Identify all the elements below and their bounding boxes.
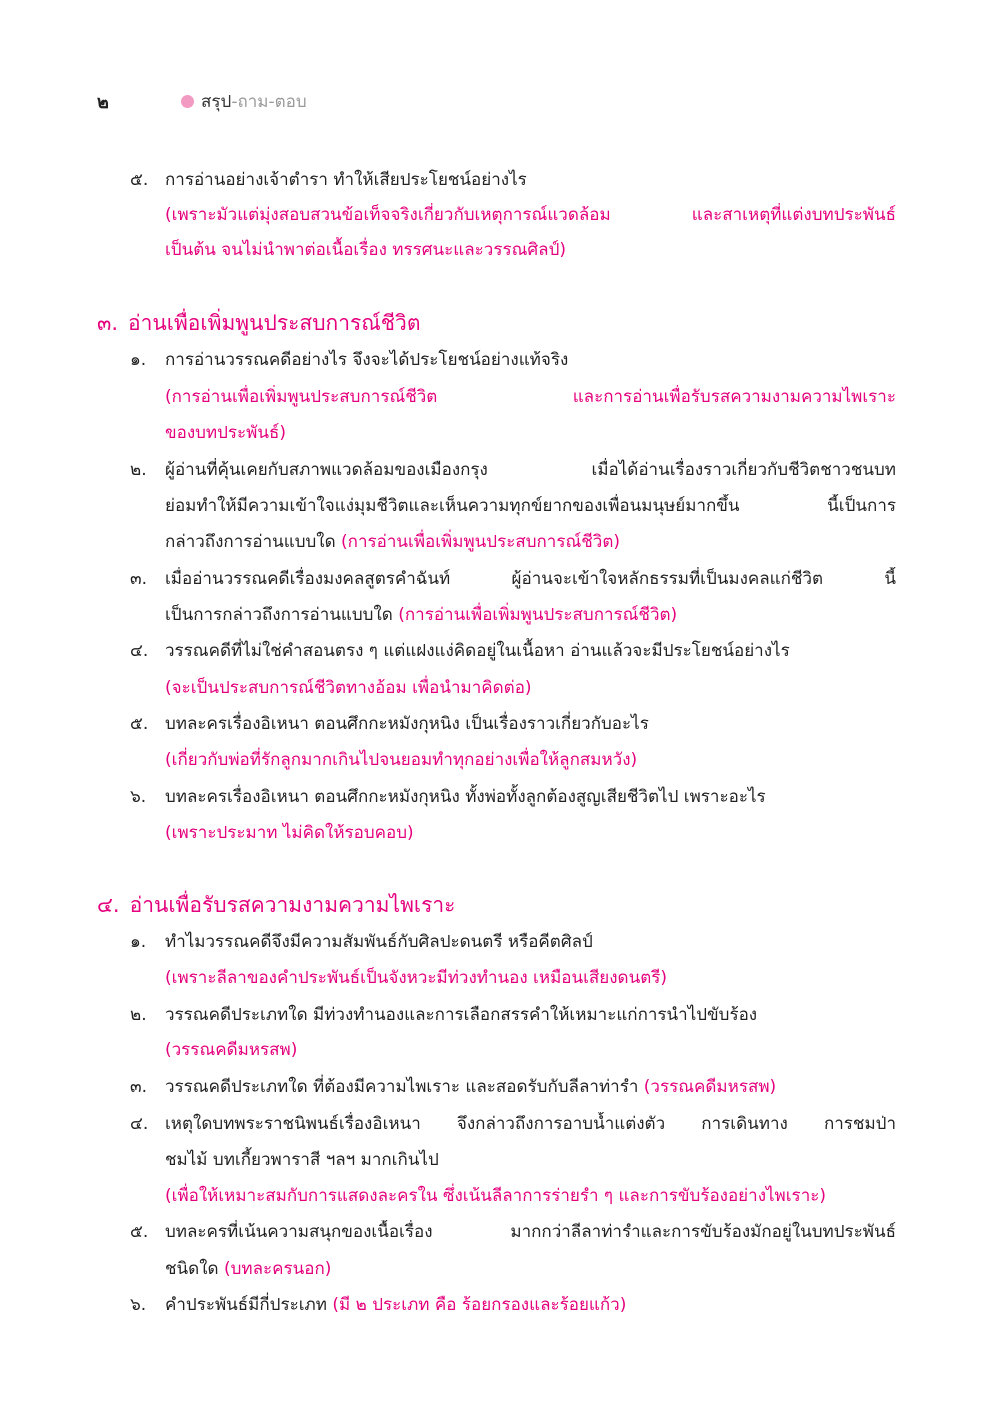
text-line <box>165 530 896 554</box>
text-line <box>165 203 896 227</box>
answer-text: (เพื่อให้เหมาะสมกับการแสดงละครใน ซึ่งเน้นลีลาการร่ายรำ ๆ และการขับร้องอย่างไพเราะ) <box>165 1186 826 1206</box>
question-number: ๖. <box>130 1295 147 1315</box>
question-text: วรรณคดีประเภทใด ที่ต้องมีความไพเราะ และสอดรับกับลีลาท่ารำ <box>165 1077 644 1097</box>
question-number: ๒. <box>130 460 147 480</box>
answer-text: (การอ่านเพื่อเพิ่มพูนประสบการณ์ชีวิต) <box>341 532 621 552</box>
question-text: เหตุใดบทพระราชนิพนธ์เรื่องอิเหนา จึงกล่าวถึงการอาบน้ำแต่งตัว การเดินทาง การชมป่า <box>165 1114 896 1134</box>
text-line <box>165 748 896 772</box>
text-line <box>165 930 896 954</box>
text-line <box>165 1075 896 1099</box>
answer-text: (เกี่ยวกับพ่อที่รักลูกมากเกินไปจนยอมทำทุกอย่างเพื่อให้ลูกสมหวัง) <box>165 750 638 770</box>
question-text: บทละครเรื่องอิเหนา ตอนศึกกะหมังกุหนิง ทั้งพ่อทั้งลูกต้องสูญเสียชีวิตไป เพราะอะไร <box>165 787 766 807</box>
answer-text: (เพราะมัวแต่มุ่งสอบสวนข้อเท็จจริงเกี่ยวกับเหตุการณ์แวดล้อม และสาเหตุที่แต่งบทประพันธ์ <box>165 205 896 225</box>
text-line <box>165 1038 896 1062</box>
question-text: การอ่านอย่างเจ้าตำรา ทำให้เสียประโยชน์อย่างไร <box>165 170 527 190</box>
question-text: เมื่ออ่านวรรณคดีเรื่องมงคลสูตรคำฉันท์ ผู้อ่านจะเข้าใจหลักธรรมที่เป็นมงคลแก่ชีวิต นี้ <box>165 569 896 589</box>
question-text: วรรณคดีประเภทใด มีท่วงทำนองและการเลือกสรรคำให้เหมาะแก่การนำไปขับร้อง <box>165 1005 758 1025</box>
question-number: ๑. <box>130 932 147 952</box>
text-line <box>165 421 896 445</box>
question-text: การอ่านวรรณคดีอย่างไร จึงจะได้ประโยชน์อย่างแท้จริง <box>165 350 569 370</box>
text-line <box>165 1148 896 1172</box>
question-number: ๓. <box>130 1077 148 1097</box>
text-line <box>165 676 896 700</box>
answer-text: (เพราะลีลาของคำประพันธ์เป็นจังหวะมีท่วงทำนอง เหมือนเสียงดนตรี) <box>165 968 668 988</box>
text-line <box>165 1257 896 1281</box>
text-line <box>165 821 896 845</box>
text-line <box>165 1003 896 1027</box>
question-number: ๕. <box>130 170 149 190</box>
question-number: ๔. <box>130 641 149 661</box>
section-heading <box>97 309 420 337</box>
text-line <box>165 639 896 663</box>
question-number: ๑. <box>130 350 147 370</box>
header-title: สรุป <box>201 91 232 112</box>
text-line <box>165 712 896 736</box>
text-line <box>165 238 896 262</box>
section-title: อ่านเพื่อเพิ่มพูนประสบการณ์ชีวิต <box>128 311 421 335</box>
question-text: ชนิดใด <box>165 1259 224 1279</box>
answer-text: (เพราะประมาท ไม่คิดให้รอบคอบ) <box>165 823 414 843</box>
section-number: ๓. <box>97 311 119 335</box>
text-line <box>165 1293 896 1317</box>
answer-text: เป็นต้น จนไม่นำพาต่อเนื้อเรื่อง ทรรศนะและวรรณศิลป์) <box>165 240 567 260</box>
section-number: ๔. <box>97 893 120 917</box>
text-line <box>165 567 896 591</box>
answer-text: (การอ่านเพื่อเพิ่มพูนประสบการณ์ชีวิต และการอ่านเพื่อรับรสความงามความไพเราะ <box>165 387 896 407</box>
question-text: ทำไมวรรณคดีจึงมีความสัมพันธ์กับศิลปะดนตรี หรือคีตศิลป์ <box>165 932 593 952</box>
text-line <box>165 385 896 409</box>
question-text: ชมไม้ บทเกี้ยวพาราสี ฯลฯ มากเกินไป <box>165 1150 439 1170</box>
text-line <box>165 1220 896 1244</box>
text-line <box>165 603 896 627</box>
text-line <box>165 168 896 192</box>
question-text: บทละครที่เน้นความสนุกของเนื้อเรื่อง มากกว่าลีลาท่ารำและการขับร้องมักอยู่ในบทประพันธ์ <box>165 1222 896 1242</box>
section-heading <box>97 891 455 919</box>
question-number: ๖. <box>130 787 147 807</box>
answer-text: (วรรณคดีมหรสพ) <box>643 1077 777 1097</box>
bullet-dot-icon <box>181 95 194 108</box>
question-number: ๔. <box>130 1114 149 1134</box>
text-line <box>165 348 896 372</box>
answer-text: (บทละครนอก) <box>223 1259 332 1279</box>
question-text: วรรณคดีที่ไม่ใช่คำสอนตรง ๆ แต่แฝงแง่คิดอยู่ในเนื้อหา อ่านแล้วจะมีประโยชน์อย่างไร <box>165 641 790 661</box>
text-line <box>165 1112 896 1136</box>
question-text: คำประพันธ์มีกี่ประเภท <box>165 1295 333 1315</box>
text-line <box>165 1184 896 1208</box>
page-header <box>97 88 307 114</box>
text-line <box>165 458 896 482</box>
answer-text: ของบทประพันธ์) <box>165 423 287 443</box>
page-number: ๒ <box>97 91 109 113</box>
question-text: กล่าวถึงการอ่านแบบใด <box>165 532 342 552</box>
section-title: อ่านเพื่อรับรสความงามความไพเราะ <box>129 893 456 917</box>
question-text: ย่อมทำให้มีความเข้าใจแง่มุมชีวิตและเห็นความทุกข์ยากของเพื่อนมนุษย์มากขึ้น นี้เป็นการ <box>165 496 896 516</box>
question-text: ผู้อ่านที่คุ้นเคยกับสภาพแวดล้อมของเมืองกรุง เมื่อได้อ่านเรื่องราวเกี่ยวกับชีวิตชาวชนบท <box>165 460 896 480</box>
text-line <box>165 966 896 990</box>
answer-text: (มี ๒ ประเภท คือ ร้อยกรองและร้อยแก้ว) <box>332 1295 627 1315</box>
answer-text: (วรรณคดีมหรสพ) <box>165 1040 298 1060</box>
answer-text: (การอ่านเพื่อเพิ่มพูนประสบการณ์ชีวิต) <box>398 605 678 625</box>
header-subtitle: -ถาม-ตอบ <box>231 91 307 112</box>
text-line <box>165 785 896 809</box>
text-line <box>165 494 896 518</box>
question-text: บทละครเรื่องอิเหนา ตอนศึกกะหมังกุหนิง เป็นเรื่องราวเกี่ยวกับอะไร <box>165 714 649 734</box>
question-number: ๕. <box>130 1222 149 1242</box>
question-number: ๒. <box>130 1005 147 1025</box>
question-number: ๓. <box>130 569 148 589</box>
question-number: ๕. <box>130 714 149 734</box>
answer-text: (จะเป็นประสบการณ์ชีวิตทางอ้อม เพื่อนำมาคิดต่อ) <box>165 678 532 698</box>
question-text: เป็นการกล่าวถึงการอ่านแบบใด <box>165 605 399 625</box>
